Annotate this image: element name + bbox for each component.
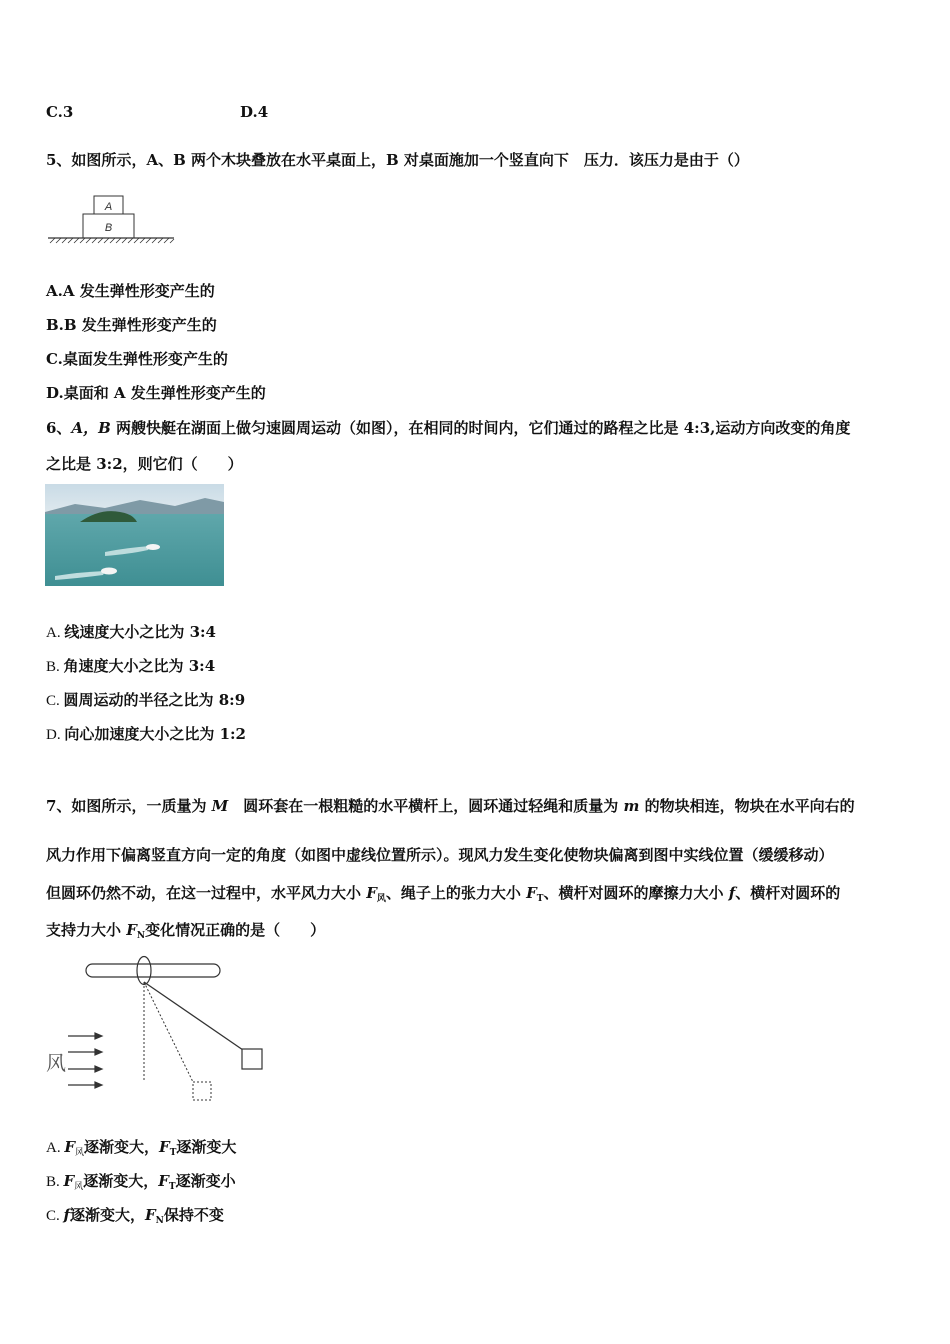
boat-1 xyxy=(146,544,160,550)
q7-ring-rod-figure xyxy=(40,952,270,1112)
horizontal-rod xyxy=(86,964,220,977)
q7-stem-line1: 7、如图所示，一质量为 M 圆环套在一根粗糙的水平横杆上，圆环通过轻绳和质量为 m 的物块相连，物块在水平向右的 xyxy=(46,797,855,815)
q5-stem: 5、如图所示，A、B 两个木块叠放在水平桌面上，B 对桌面施加一个竖直向下 压力．该压力是由于（） xyxy=(46,151,749,169)
block-solid xyxy=(242,1049,262,1069)
q5-option-b: B.B 发生弹性形变产生的 xyxy=(46,316,217,334)
option-d-prev: D.4 xyxy=(240,103,269,121)
wind-arrows xyxy=(68,1033,102,1088)
rope-solid xyxy=(144,982,243,1050)
block-b-label: B xyxy=(104,222,113,234)
q6-stem-line2: 之比是 3:2，则它们（ ） xyxy=(46,455,243,473)
boat-2 xyxy=(101,568,117,575)
old-rope-dashed xyxy=(144,982,193,1082)
option-c-prev: C.3 xyxy=(46,103,74,121)
q7-stem-line2: 风力作用下偏离竖直方向一定的角度（如图中虚线位置所示）。现风力发生变化使物块偏离到图中实线位置（缓缓移动） xyxy=(46,846,834,864)
q7-option-c: C. f逐渐变大，$F_N$保持不变 xyxy=(46,1206,224,1226)
q6-option-b: B. 角速度大小之比为 3:4 xyxy=(46,657,216,675)
q6-lake-photo xyxy=(45,484,224,586)
q7-option-b: B. $F_风$逐渐变大，$F_T$逐渐变小 xyxy=(46,1172,236,1192)
q7-stem-line4: 支持力大小 $F_N$变化情况正确的是（ ） xyxy=(46,921,326,941)
wind-label: 风 xyxy=(46,1051,66,1075)
q7-stem-line3: 但圆环仍然不动，在这一过程中，水平风力大小 $F_风$、绳子上的张力大小 $F_T$、横杆对圆环的摩擦力大小 f、横杆对圆环的 xyxy=(46,884,841,904)
q6-option-c: C. 圆周运动的半径之比为 8:9 xyxy=(46,691,246,709)
q6-option-a: A. 线速度大小之比为 3:4 xyxy=(46,623,216,641)
old-block-dashed xyxy=(193,1082,211,1100)
q5-blocks-figure xyxy=(46,190,176,245)
q6-stem-line1: 6、A，B 两艘快艇在湖面上做匀速圆周运动（如图），在相同的时间内，它们通过的路程之比是 4:3,运动方向改变的角度 xyxy=(46,419,851,437)
q7-option-a: A. $F_风$逐渐变大，$F_T$逐渐变大 xyxy=(46,1138,237,1158)
q6-option-d: D. 向心加速度大小之比为 1:2 xyxy=(46,725,246,743)
q5-option-c: C.桌面发生弹性形变产生的 xyxy=(46,350,228,368)
q5-option-d: D.桌面和 A 发生弹性形变产生的 xyxy=(46,384,266,402)
block-a-label: A xyxy=(104,201,113,213)
table-hatch xyxy=(50,238,174,243)
q5-option-a: A.A 发生弹性形变产生的 xyxy=(46,282,215,300)
